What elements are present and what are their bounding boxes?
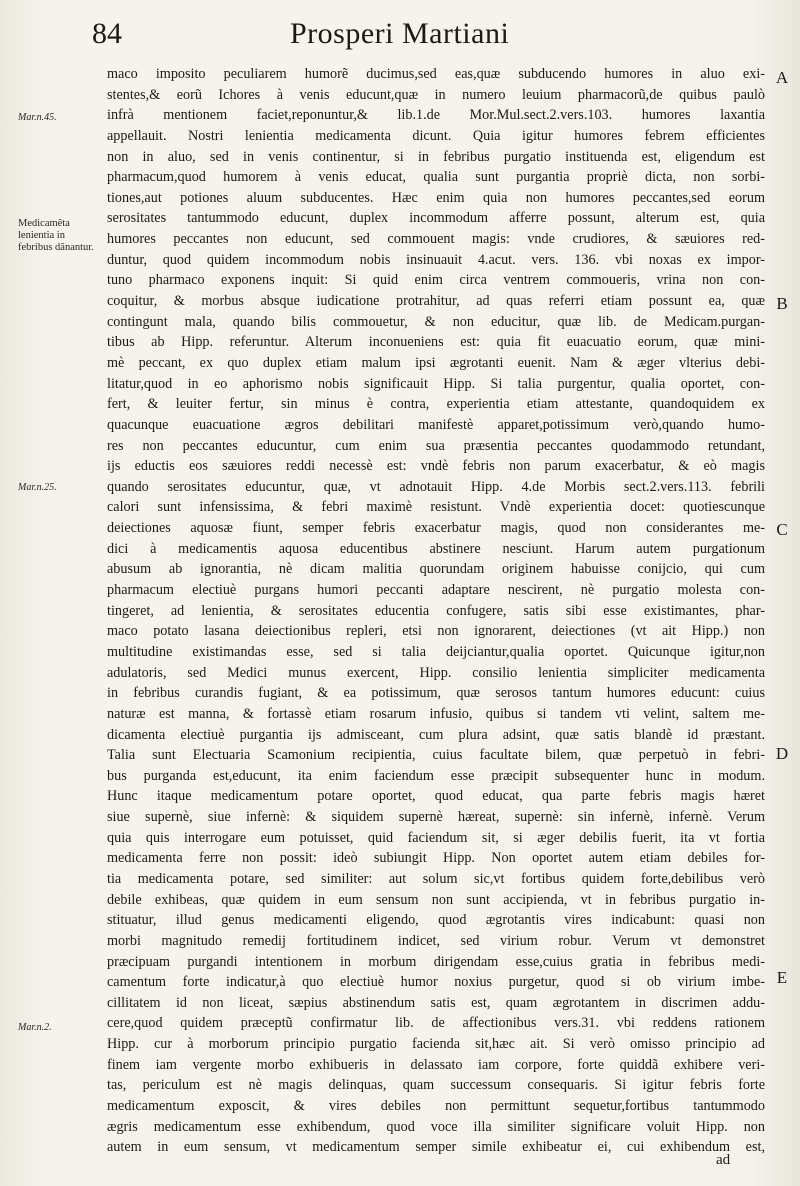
text-line: stentes,& eorũ Ichores à venis educunt,quæ in numero leuium pharmacorũ,de quibus paulò — [107, 86, 765, 103]
text-line: humores peccantes non educunt, sed commouent magis: vnde crudiores, & sæuiores red- — [107, 231, 765, 248]
text-line: debile exhibeas, quæ quidem in eum sensum non sunt accipienda, vt in febribus purgatio in- — [107, 891, 765, 908]
text-line: non in aluo, sed in venis continentur, si in febribus purgatio instituenda est, eligendum est — [107, 148, 765, 165]
text-line: deiectiones aquosæ fiunt, semper febris exacerbatur magis, quod non considerantes me- — [107, 520, 765, 537]
text-line: tibus ab Hipp. referuntur. Alterum inconueniens est: quia fit euacuatio eorum, quæ mini- — [107, 334, 765, 351]
text-line: tiones,aut potiones aluum subducentes. Hæc enim quia non humores peccantes,sed eorum — [107, 189, 765, 206]
text-line: tingeret, ad lenientia, & serositates educentia confugere, satis sibi esse existimantes, phar- — [107, 602, 765, 619]
text-line: naturæ est manna, & fortassè etiam rosarum infusio, quibus si tandem vti velint, saltem me- — [107, 705, 765, 722]
text-line: Hipp. cur à morborum principio purgatio facienda sit,hæc ait. Si verò omisso principio ad — [107, 1036, 765, 1053]
text-line: præcipuam purgandi intentionem in morbum dirigendam esse,cuius gratia in febribus medi- — [107, 953, 765, 970]
text-line: camentum forte indicatur,à quo electiuè humor noxius purgetur, quod si ob virium imbe- — [107, 974, 765, 991]
text-line: mè peccant, ex quo duplex etiam malum ipsi ægrotanti euenit. Nam & æger vlterius debi- — [107, 354, 765, 371]
text-line: abusum ab ignorantia, nè dicam malitia quorundam originem habuisse conijcio, qui cum — [107, 561, 765, 578]
text-line: Hunc itaque medicamentum potare oportet, quod educat, qua parte febris magis hæret — [107, 788, 765, 805]
catchword: ad — [716, 1152, 731, 1168]
text-line: pharmacum electiuè purgans humori peccanti adaptare nescirent, nè purgatio molesta con- — [107, 582, 765, 599]
text-line: medicamenta ferre non possit: ideò subiungit Hipp. Non oportet autem etiam debiles for- — [107, 850, 765, 867]
margin-note-ref: Mar.n.2. — [18, 1022, 52, 1033]
text-line: appellauit. Nostri lenientia medicamenta dicunt. Quia igitur humores febrem efficientes — [107, 127, 765, 144]
text-line: finem iam vergente morbo exhibueris in delassato iam corpore, forte quiddã exhibere veri- — [107, 1056, 765, 1073]
text-line: res non peccantes educuntur, cum enim sua præsentia peccantes quodammodo retundant, — [107, 437, 765, 454]
text-line: morbi magnitudo remedij fortitudinem indicet, sed virium robur. Verum vt demonstret — [107, 932, 765, 949]
body-text — [107, 64, 765, 1158]
text-line: cillitatem id non liceat, sæpius abstinendum satis est, quam ægrotantem in discrimen addu- — [107, 994, 765, 1011]
text-line: tas, periculum est nè magis delinquas, quam successum consequaris. Si igitur febris forte — [107, 1077, 765, 1094]
margin-note-gloss: Medicamẽta lenientia in febribus dãnantur. — [18, 218, 94, 253]
text-line: dici à medicamentis aquosa educentibus abstinere nesciunt. Harum autem purgationum — [107, 540, 765, 557]
page-number: 84 — [92, 17, 122, 50]
text-line: contingunt mala, quando bilis commouetur, & non educitur, quæ lib. de Medicam.purgan- — [107, 313, 765, 330]
text-line: tuno pharmaco exponens inquit: Si quid enim circa ventrem commoueris, vrina non con- — [107, 272, 765, 289]
text-line: ægris medicamentum esse exhibendum, quod voce illa similiter significare voluit Hipp. non — [107, 1118, 765, 1135]
text-line: maco potato lasana deiectionibus repleri, etsi non ignorarent, deiectiones (vt ait Hipp.) non — [107, 623, 765, 640]
text-line: quia quis interrogare eum potuisset, quid faciendum sit, si æger debilis fuerit, ita vt fortia — [107, 829, 765, 846]
text-line: adulatoris, sed Medici munus exercent, Hipp. consilio lenientia simpliciter medicamenta — [107, 664, 765, 681]
text-line: serositates tantummodo educunt, duplex incommodum afferre possunt, alterum est, quia — [107, 210, 765, 227]
text-line: in febribus curandis fugiant, & ea potissimum, quæ serosos tantum humores educunt: cuius — [107, 685, 765, 702]
text-line: medicamentum exposcit, & vires debiles non permittunt sequetur,fortibus tantummodo — [107, 1098, 765, 1115]
text-line: cere,quod quidem præceptũ confirmatur lib. de affectionibus vers.31. vbi reddens rationem — [107, 1015, 765, 1032]
text-line: ijs eductis eos sæuiores reddi necessè est: vndè febris non parum exacerbatur, & eò magis — [107, 458, 765, 475]
text-line: infrà mentionem faciet,reponuntur,& lib.1.de Mor.Mul.sect.2.vers.103. humores laxantia — [107, 107, 765, 124]
page-header — [0, 14, 800, 60]
text-line: dicamenta electiuè purgantia ijs admisceant, cum plura adsint, quæ satis blandè id præstant. — [107, 726, 765, 743]
text-line: quando serositates educuntur, quæ, vt adnotauit Hipp. 4.de Morbis sect.2.vers.113. febrili — [107, 478, 765, 495]
section-letter-b: B — [776, 294, 788, 313]
margin-note-ref: Mar.n.45. — [18, 112, 57, 123]
section-letter-a: A — [775, 68, 789, 87]
text-line: pharmacum,quod humorem à venis educat, qualia sunt purgantia propriè dicta, non sorbi- — [107, 169, 765, 186]
text-line: coquitur, & morbus absque iudicatione protrahitur, ad quas referri etiam possunt ea, quæ — [107, 293, 765, 310]
text-line: Talia sunt Electuaria Scamonium recipientia, cuius facultate bilem, quæ perpetuò in febri- — [107, 747, 765, 764]
running-title: Prosperi Martiani — [290, 17, 510, 50]
text-line: bus purganda est,educunt, ita enim faciendum esse præcipit subsequenter hunc in modum. — [107, 767, 765, 784]
text-line: multitudine existimandas esse, sed si talia deijciantur,qualia oportet. Quicunque igitur,non — [107, 643, 765, 660]
section-letter-c: C — [776, 520, 788, 539]
text-line: fert, & leuiter fertur, sin minus è contra, experientia etiam attestante, quandoquidem ex — [107, 396, 765, 413]
text-line: litatur,quod in eo aphorismo nobis significauit Hipp. Si talia purgentur, qualia oportet, con- — [107, 375, 765, 392]
text-line: maco imposito peculiarem humorẽ ducimus,sed eas,quæ subducendo humores in aluo exi- — [107, 66, 765, 82]
text-line: siue supernè, siue infernè: & siquidem supernè hæreat, supernè: sin infernè, infernè. Verum — [107, 809, 765, 826]
section-letter-d: D — [775, 744, 789, 763]
text-line: autem in eum sensum, vt medicamentum semper simile exhibeatur ei, cui exhibendum est, — [107, 1139, 765, 1156]
section-letter-e: E — [776, 968, 788, 987]
margin-note-ref: Mar.n.25. — [18, 482, 57, 493]
text-line: stituatur, illud genus medicamenti eligendo, quod ægrotantis vires indicabunt: quasi non — [107, 912, 765, 929]
text-line: quacunque euacuatione ægros debilitari manifestè apparet,potissimum verò,quando humo- — [107, 416, 765, 433]
text-line: tia medicamenta potare, sed similiter: aut solum sic,vt fortibus quidem forte,debilibus verò — [107, 870, 765, 887]
text-line: duntur, quod quidem incommodum nobis insinuauit 4.acut. vers. 136. vbi noxas ex impor- — [107, 251, 765, 268]
text-line: calori sunt infensissima, & febri maximè resistunt. Vndè experientia docet: quotiescunque — [107, 499, 765, 516]
